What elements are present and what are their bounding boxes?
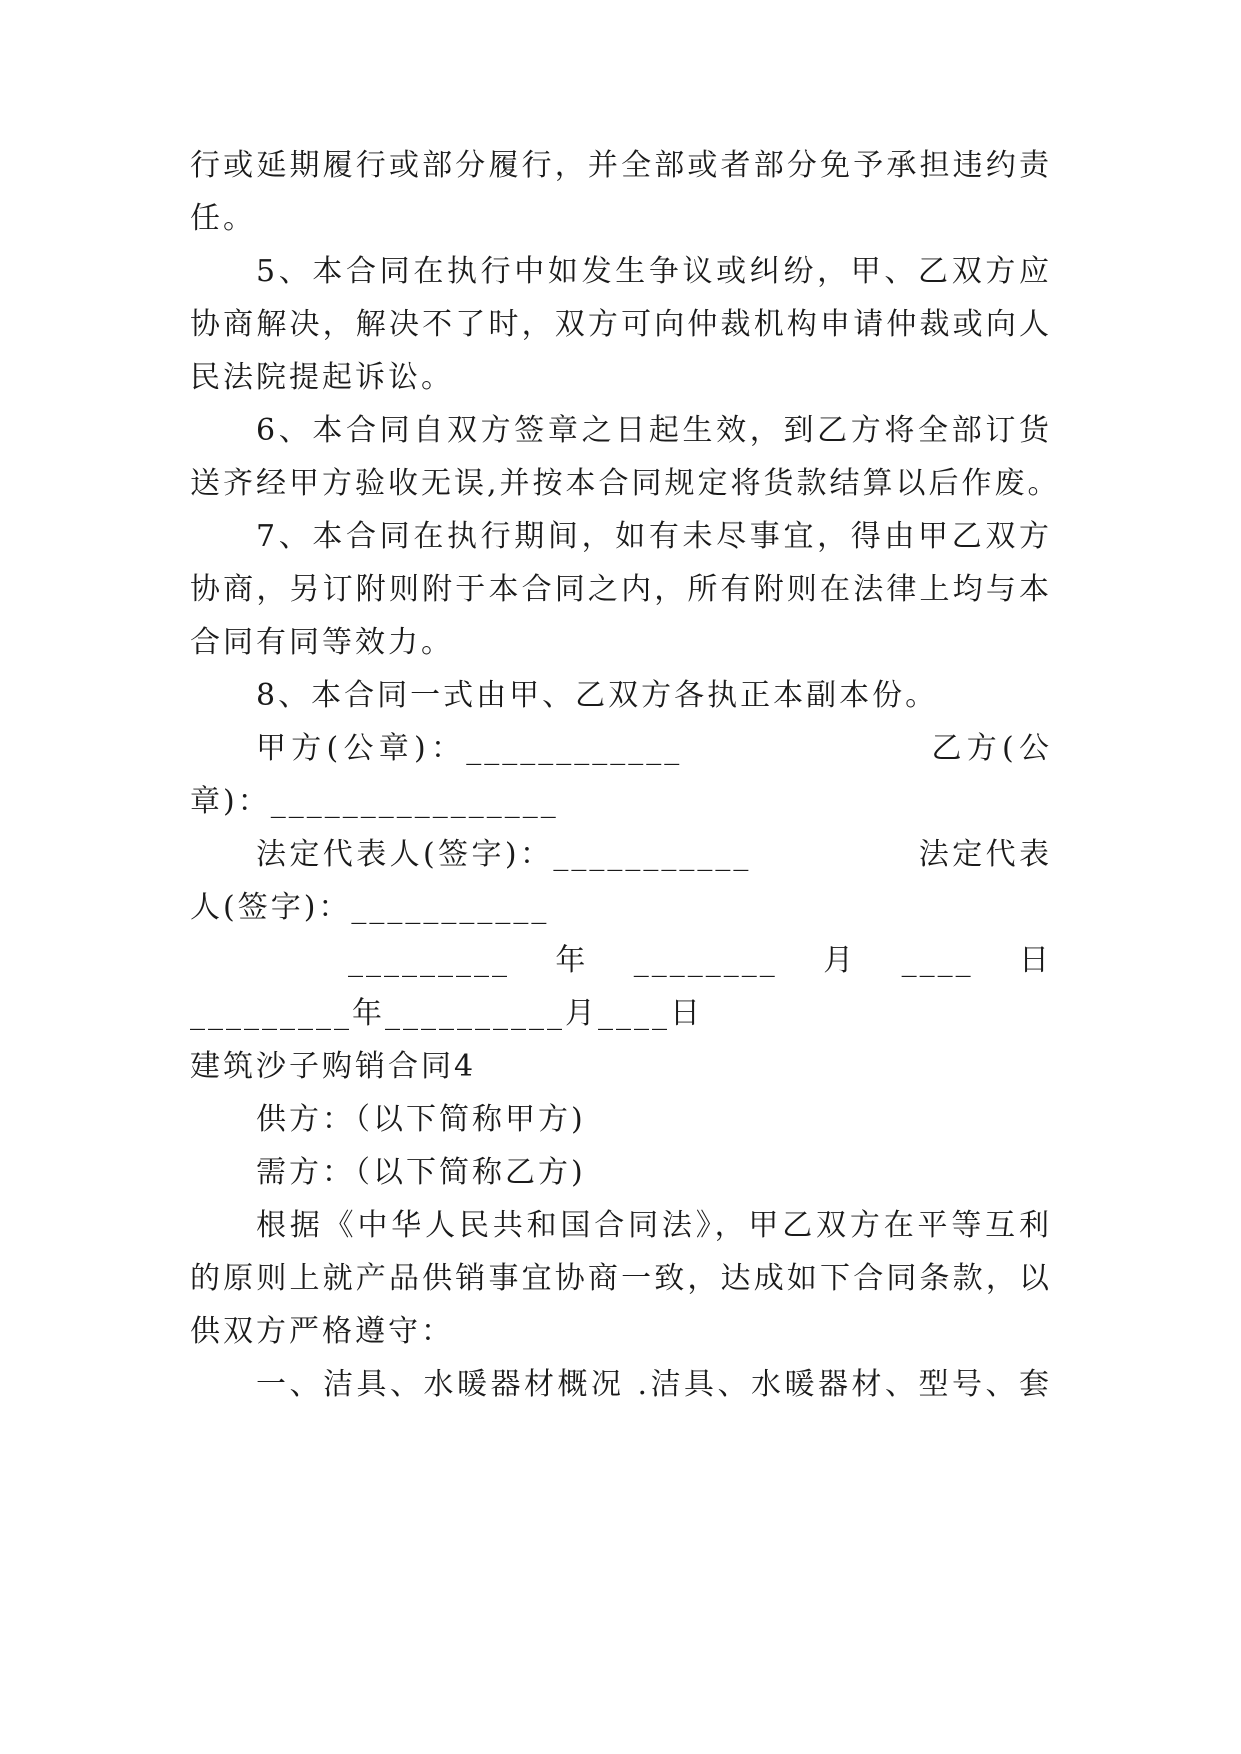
clause-5-line-2: 协商解决，解决不了时，双方可向仲裁机构申请仲裁或向人 <box>190 307 1052 342</box>
contract-title: 建筑沙子购销合同4 <box>190 1049 477 1084</box>
clause-8-line: 8、本合同一式由甲、乙双方各执正本副本份。 <box>256 678 939 713</box>
supplier-line: 供方：（以下简称甲方) <box>256 1102 586 1137</box>
clause-5-line-1: 5、本合同在执行中如发生争议或纠纷，甲、乙双方应 <box>256 254 1052 289</box>
text-line-2: 任。 <box>190 201 256 236</box>
section-1-heading: 一、洁具、水暖器材概况 .洁具、水暖器材、型号、套 <box>256 1367 1052 1402</box>
legal-rep-b-line: 人(签字)：___________ <box>190 890 550 925</box>
party-b-seal-line: 章)：________________ <box>190 784 559 819</box>
clause-6-line-1: 6、本合同自双方签章之日起生效，到乙方将全部订货 <box>256 413 1052 448</box>
buyer-line: 需方：（以下简称乙方) <box>256 1155 586 1190</box>
legal-rep-a-line: 法定代表人(签字)：___________ 法定代表 <box>256 837 1052 872</box>
party-a-seal-line: 甲方(公章)：____________ 乙方(公 <box>256 731 1052 766</box>
clause-6-line-2: 送齐经甲方验收无误,并按本合同规定将货款结算以后作废。 <box>190 466 1061 501</box>
clause-7-line-1: 7、本合同在执行期间，如有未尽事宜，得由甲乙双方 <box>256 519 1052 554</box>
date-line-b: _________年__________月____日 <box>190 996 703 1031</box>
preamble-line-2: 的原则上就产品供销事宜协商一致，达成如下合同条款，以 <box>190 1261 1052 1296</box>
preamble-line-3: 供双方严格遵守： <box>190 1314 454 1349</box>
preamble-line-1: 根据《中华人民共和国合同法》，甲乙双方在平等互利 <box>256 1208 1052 1243</box>
text-line-1: 行或延期履行或部分履行，并全部或者部分免予承担违约责 <box>190 148 1052 183</box>
date-line-a: _________ 年 ________ 月 ____ 日 <box>348 943 1052 978</box>
clause-5-line-3: 民法院提起诉讼。 <box>190 360 454 395</box>
clause-7-line-2: 协商，另订附则附于本合同之内，所有附则在法律上均与本 <box>190 572 1052 607</box>
clause-7-line-3: 合同有同等效力。 <box>190 625 454 660</box>
